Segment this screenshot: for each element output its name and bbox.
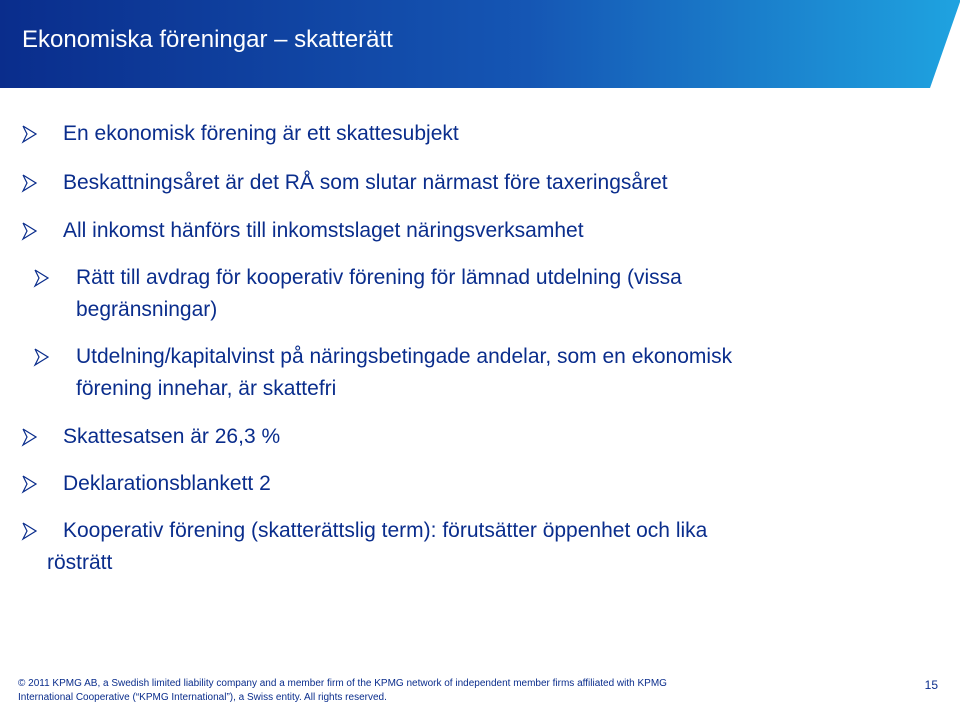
arrow-bullet-icon [32,347,52,367]
bullet-text: En ekonomisk förening är ett skattesubjekt [63,122,459,145]
page-title: Ekonomiska föreningar – skatterätt [22,26,393,53]
arrow-bullet-icon [20,221,40,241]
arrow-bullet-icon [20,173,40,193]
arrow-bullet-icon [20,124,40,144]
bullet-text: Deklarationsblankett 2 [63,472,271,495]
bullet-text: Utdelning/kapitalvinst på näringsbetingade andelar, som en ekonomisk [76,345,733,368]
bullet-text-continued: rösträtt [47,551,113,574]
bullet-text: Beskattningsåret är det RÅ som slutar närmast före taxeringsåret [63,171,668,194]
copyright-line-2: International Cooperative (“KPMG International”), a Swiss entity. All rights reserved. [18,692,387,703]
header-banner [0,0,960,88]
arrow-bullet-icon [20,474,40,494]
bullet-text-continued: förening innehar, är skattefri [76,377,337,400]
arrow-bullet-icon [20,427,40,447]
bullet-text: Skattesatsen är 26,3 % [63,425,281,448]
copyright-notice [18,677,667,705]
bullet-text: All inkomst hänförs till inkomstslaget näringsverksamhet [63,219,584,242]
page-number: 15 [924,678,938,692]
copyright-line-1: © 2011 KPMG AB, a Swedish limited liability company and a member firm of the KPMG network of independent member firms affiliated with KPMG [18,678,667,689]
bullet-text: Rätt till avdrag för kooperativ förening för lämnad utdelning (vissa [76,266,682,289]
bullet-text: Kooperativ förening (skatterättslig term): förutsätter öppenhet och lika [63,519,708,542]
arrow-bullet-icon [20,521,40,541]
arrow-bullet-icon [32,268,52,288]
bullet-text-continued: begränsningar) [76,298,218,321]
